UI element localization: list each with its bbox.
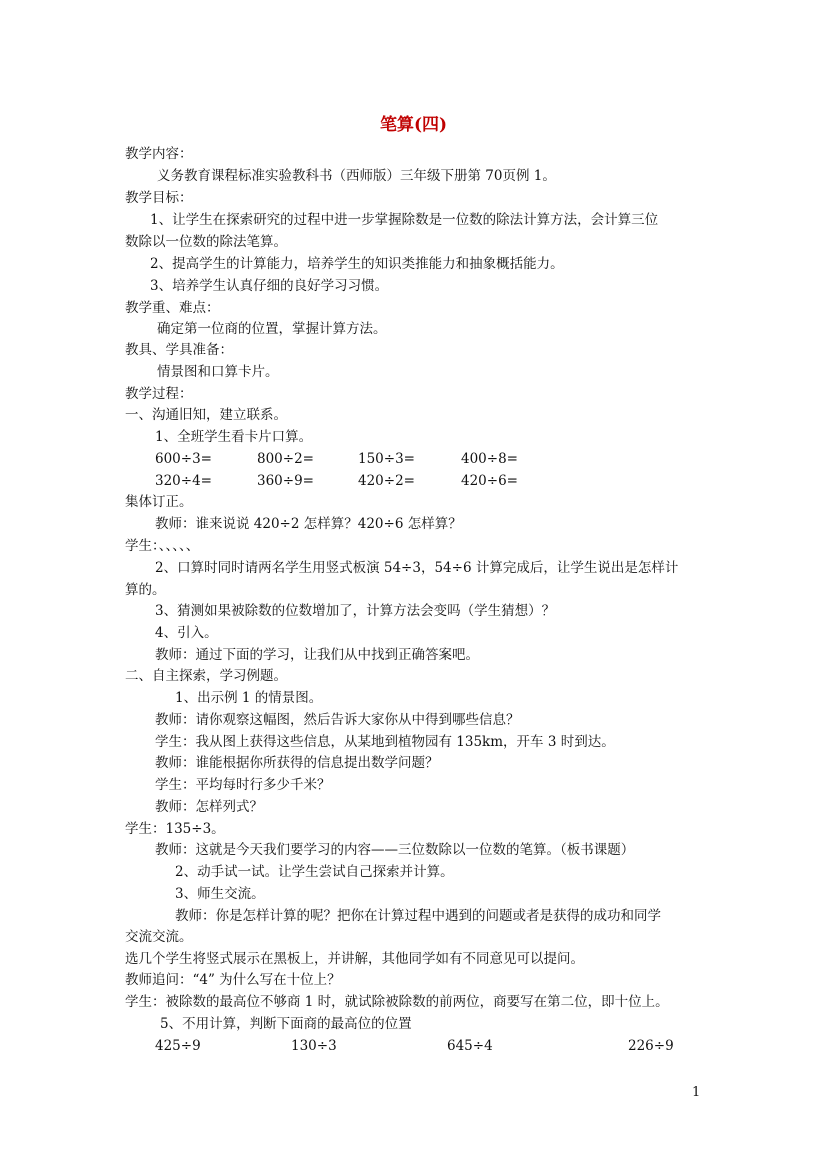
text-line: 教师：谁来说说 420÷2 怎样算？420÷6 怎样算？ — [155, 516, 462, 532]
text-line: 2、提高学生的计算能力，培养学生的知识类推能力和抽象概括能力。 — [150, 256, 564, 272]
text-line: 学生：我从图上获得这些信息，从某地到植物园有 135km，开车 3 时到达。 — [155, 734, 615, 750]
math-item: 420÷6= — [461, 473, 518, 489]
text-line: 5、不用计算，判断下面商的最高位的位置 — [160, 1016, 412, 1032]
page-number: 1 — [692, 1085, 701, 1100]
text-line: 1、全班学生看卡片口算。 — [155, 429, 313, 445]
text-line: 选几个学生将竖式展示在黑板上，并讲解，其他同学如有不同意见可以提问。 — [125, 951, 584, 967]
text-line: 学生：被除数的最高位不够商 1 时，就试除被除数的前两位，商要写在第二位，即十位上。 — [125, 994, 669, 1010]
page-title: 笔算(四) — [379, 115, 448, 135]
text-line: 1、出示例 1 的情景图。 — [175, 690, 323, 706]
text-line: 教师：通过下面的学习，让我们从中找到正确答案吧。 — [155, 647, 479, 663]
math-item: 420÷2= — [358, 473, 415, 489]
text-line: 教师：谁能根据你所获得的信息提出数学问题？ — [155, 755, 439, 771]
text-line: 教师：怎样列式？ — [155, 799, 263, 815]
text-line: 教师追问：“4” 为什么写在十位上？ — [125, 972, 341, 988]
math-item: 320÷4= — [155, 473, 212, 489]
text-line: 教学重、难点： — [125, 300, 220, 316]
math-item: 150÷3= — [358, 451, 415, 467]
text-line: 3、师生交流。 — [175, 886, 265, 902]
text-line: 学生：平均每时行多少千米？ — [155, 777, 331, 793]
judge-item: 645÷4 — [447, 1038, 493, 1054]
text-line: 教师：这就是今天我们要学习的内容——三位数除以一位数的笔算。（板书课题） — [155, 842, 635, 858]
text-line: 1、让学生在探索研究的过程中进一步掌握除数是一位数的除法计算方法，会计算三位 — [150, 212, 659, 228]
text-line: 情景图和口算卡片。 — [157, 364, 279, 380]
judge-item: 226÷9 — [628, 1038, 674, 1054]
text-line: 学生：135÷3。 — [125, 821, 225, 837]
text-line: 学生：、、、、、 — [125, 538, 200, 554]
text-line: 数除以一位数的除法笔算。 — [125, 234, 287, 250]
judge-item: 130÷3 — [291, 1038, 337, 1054]
judge-item: 425÷9 — [155, 1038, 201, 1054]
text-line: 3、培养学生认真仔细的良好学习习惯。 — [150, 278, 389, 294]
text-line: 教具、学具准备： — [125, 342, 233, 358]
text-line: 2、口算时同时请两名学生用竖式板演 54÷3，54÷6 计算完成后，让学生说出是怎样计 — [155, 560, 679, 576]
text-line: 教师：请你观察这幅图，然后告诉大家你从中得到哪些信息？ — [155, 712, 520, 728]
text-line: 交流交流。 — [125, 929, 193, 945]
math-item: 400÷8= — [461, 451, 518, 467]
text-line: 教学目标： — [125, 190, 193, 206]
text-line: 一、沟通旧知，建立联系。 — [125, 407, 287, 423]
text-line: 4、引入。 — [155, 625, 218, 641]
text-line: 算的。 — [125, 582, 166, 598]
text-line: 教学过程： — [125, 386, 193, 402]
math-item: 800÷2= — [257, 451, 314, 467]
text-line: 二、自主探索，学习例题。 — [125, 668, 287, 684]
text-line: 3、猜测如果被除数的位数增加了，计算方法会变吗（学生猜想）？ — [155, 603, 556, 619]
text-line: 义务教育课程标准实验教科书（西师版）三年级下册第 70页例 1。 — [157, 168, 556, 184]
math-item: 360÷9= — [257, 473, 314, 489]
text-line: 教师：你是怎样计算的呢？把你在计算过程中遇到的问题或者是获得的成功和同学 — [175, 908, 661, 924]
text-line: 集体订正。 — [125, 494, 193, 510]
text-line: 确定第一位商的位置，掌握计算方法。 — [157, 321, 387, 337]
text-line: 教学内容： — [125, 146, 193, 162]
math-item: 600÷3= — [155, 451, 212, 467]
text-line: 2、动手试一试。让学生尝试自己探索并计算。 — [175, 864, 454, 880]
